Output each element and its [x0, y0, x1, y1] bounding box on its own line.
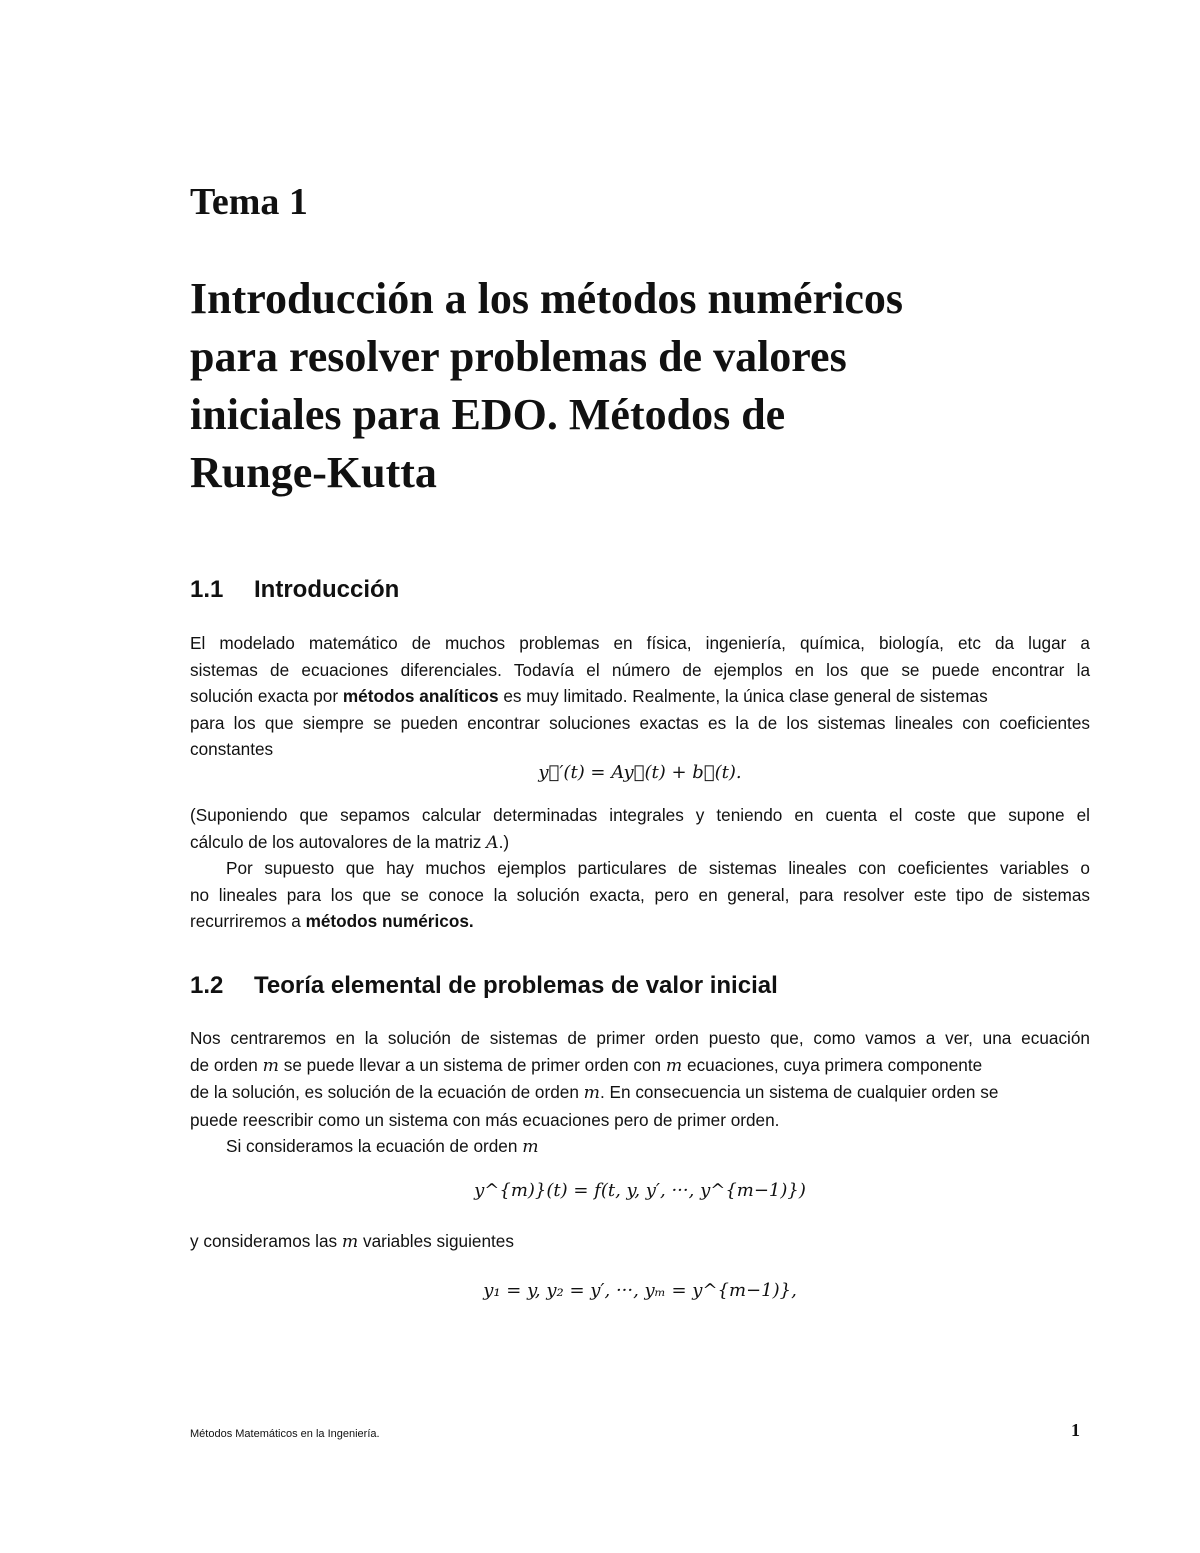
- text-line: recurriremos a métodos numéricos.: [190, 911, 474, 931]
- text-line: de la solución, es solución de la ecuación de orden m. En consecuencia un sistema de cualquier orden se: [190, 1082, 999, 1103]
- page-number: 1: [1071, 1420, 1080, 1440]
- section-heading-introduccion: [190, 576, 399, 604]
- paragraph-suponiendo: [190, 802, 1090, 856]
- text-line: no lineales para los que se conoce la solución exacta, pero en general, para resolver este tipo de sistemas: [190, 884, 1090, 905]
- text-line: El modelado matemático de muchos problemas en física, ingeniería, química, biología, etc da lugar a: [190, 633, 1090, 653]
- text-line: puede reescribir como un sistema con más ecuaciones pero de primer orden.: [190, 1109, 780, 1130]
- chapter-title: [190, 270, 1070, 502]
- chapter-title-line: Runge-Kutta: [190, 448, 437, 497]
- section-number: 1.2: [190, 972, 224, 999]
- math-var: m: [522, 1137, 539, 1157]
- paragraph-por-supuesto: [190, 855, 1090, 935]
- text-line: y consideramos las m variables siguientes: [190, 1231, 514, 1252]
- text-line: sistemas de ecuaciones diferenciales. Todavía el número de ejemplos en los que se puede encontrar la: [190, 659, 1090, 680]
- section-heading-teoria: [190, 972, 778, 1000]
- footer-running-title: Métodos Matemáticos en la Ingeniería.: [190, 1428, 380, 1440]
- equation-ode-order-m: y^{m)}(t) = f(t, y, y′, ···, y^{m−1)}): [474, 1180, 806, 1201]
- math-var: m: [583, 1083, 600, 1103]
- chapter-title-line: Introducción a los métodos numéricos: [190, 274, 903, 323]
- text-line: de orden m se puede llevar a un sistema de primer orden con m ecuaciones, cuya primera componente: [190, 1054, 983, 1076]
- paragraph-nos-centraremos: [190, 1025, 1090, 1161]
- text-line: Si consideramos la ecuación de orden m: [226, 1136, 539, 1157]
- section-number: 1.1: [190, 576, 224, 603]
- math-var: m: [262, 1055, 279, 1076]
- chapter-title-line: para resolver problemas de valores: [190, 332, 847, 381]
- text-line: para los que siempre se pueden encontrar soluciones exactas es la de los sistemas lineales con coeficientes: [190, 712, 1090, 733]
- math-var: m: [665, 1055, 683, 1076]
- text-line: Nos centraremos en la solución de sistemas de primer orden puesto que, como vamos a ver, una ecuación: [190, 1028, 1090, 1048]
- section-title: Teoría elemental de problemas de valor inicial: [254, 972, 778, 999]
- text-line: Por supuesto que hay muchos ejemplos particulares de sistemas lineales con coeficientes variables o: [226, 858, 1090, 878]
- equation-variables: y₁ = y, y₂ = y′, ···, yₘ = y^{m−1)},: [483, 1280, 797, 1301]
- chapter-label: Tema 1: [190, 181, 308, 223]
- text-line: cálculo de los autovalores de la matriz A.): [190, 831, 510, 853]
- bold-term: métodos analíticos: [342, 686, 499, 706]
- math-var: A: [486, 832, 499, 853]
- paragraph-variables: [190, 1228, 1090, 1256]
- math-var: m: [341, 1232, 359, 1252]
- bold-term: métodos numéricos.: [305, 911, 474, 931]
- text-line: constantes: [190, 739, 274, 759]
- text-line: solución exacta por métodos analíticos es muy limitado. Realmente, la única clase general de sistemas: [190, 686, 988, 706]
- section-title: Introducción: [254, 576, 400, 603]
- paragraph-intro: [190, 630, 1090, 763]
- chapter-title-line: iniciales para EDO. Métodos de: [190, 390, 786, 439]
- text-line: (Suponiendo que sepamos calcular determinadas integrales y teniendo en cuenta el coste que supone el: [190, 805, 1090, 825]
- equation-linear-system: y⃗′(t) = Ay⃗(t) + b⃗(t).: [538, 762, 742, 783]
